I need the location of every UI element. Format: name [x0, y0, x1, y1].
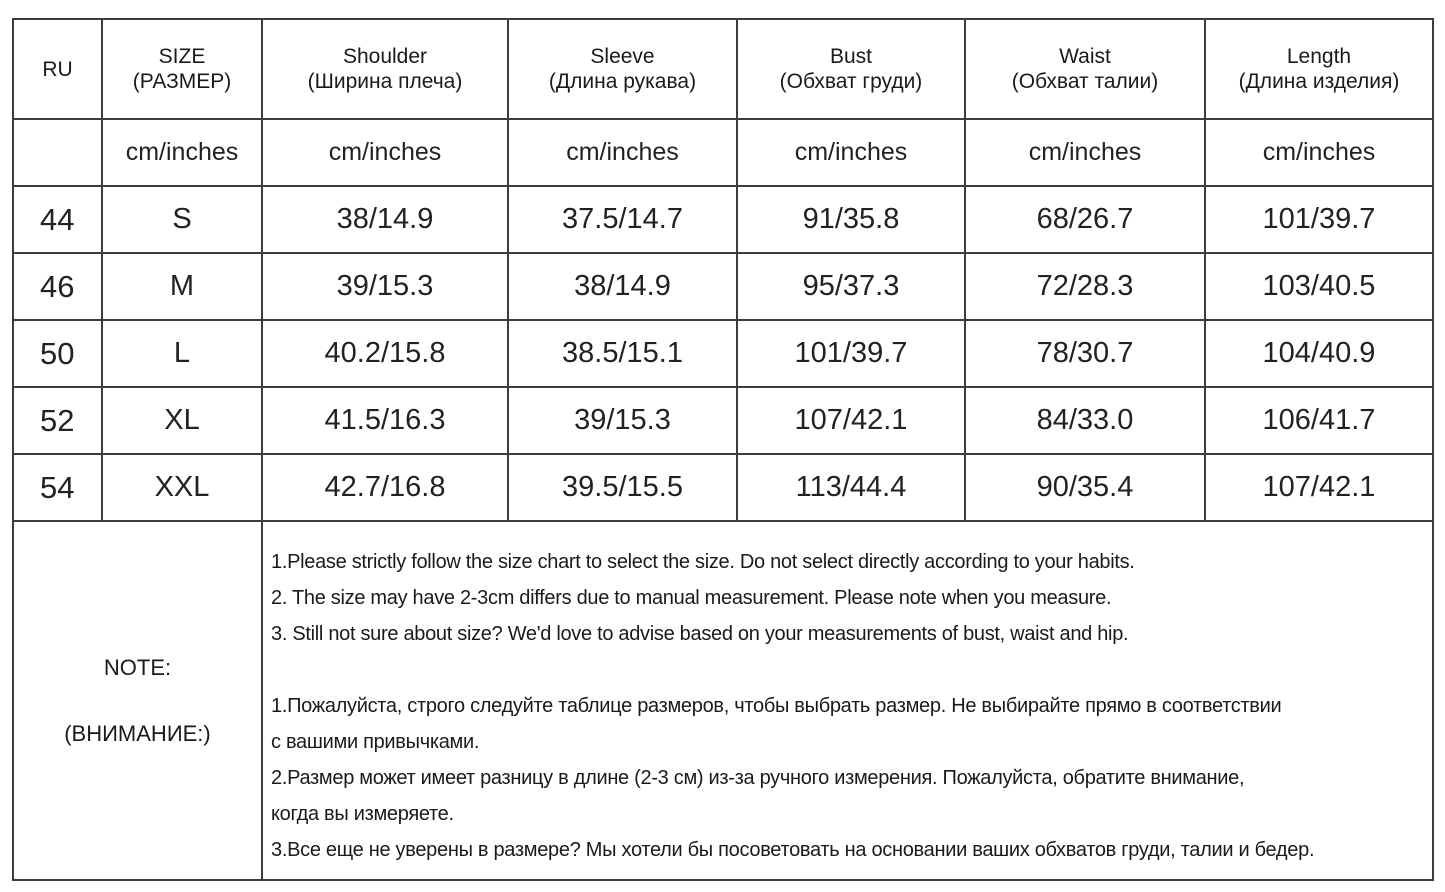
table-row — [13, 186, 1433, 253]
note-ru-line: 1.Пожалуйста, строго следуйте таблице размеров, чтобы выбрать размер. Не выбирайте прямо в соответствии — [271, 695, 1282, 717]
header-bust-label: Bust — [829, 45, 873, 68]
shoulder-cell: 39/15.3 — [262, 253, 508, 320]
note-ru-line: с вашими привычками. — [271, 731, 480, 753]
size-cell: XL — [102, 387, 262, 454]
sleeve-cell: 39/15.3 — [508, 387, 737, 454]
note-label-cell — [13, 521, 262, 880]
header-bust-label-ru: (Обхват груди) — [779, 70, 923, 93]
length-cell: 101/39.7 — [1205, 186, 1433, 253]
sleeve-cell: 38/14.9 — [508, 253, 737, 320]
unit-bust: cm/inches — [737, 119, 965, 186]
header-length-label: Length — [1286, 45, 1352, 68]
header-length-label-ru: (Длина изделия) — [1238, 70, 1400, 93]
unit-row — [13, 119, 1433, 186]
header-size-label: SIZE — [158, 45, 206, 68]
size-cell: S — [102, 186, 262, 253]
bust-cell: 113/44.4 — [737, 454, 965, 521]
note-row — [13, 521, 1433, 880]
table-row — [13, 253, 1433, 320]
waist-cell: 90/35.4 — [965, 454, 1205, 521]
unit-sleeve: cm/inches — [508, 119, 737, 186]
shoulder-cell: 38/14.9 — [262, 186, 508, 253]
sleeve-cell: 37.5/14.7 — [508, 186, 737, 253]
ru-size-cell: 54 — [13, 454, 102, 521]
note-label-en: NOTE: — [103, 654, 172, 680]
header-row — [13, 19, 1433, 119]
length-cell: 104/40.9 — [1205, 320, 1433, 387]
bust-cell: 101/39.7 — [737, 320, 965, 387]
unit-length: cm/inches — [1205, 119, 1433, 186]
ru-size-cell: 52 — [13, 387, 102, 454]
header-sleeve-label-ru: (Длина рукава) — [548, 70, 697, 93]
note-ru-line: когда вы измеряете. — [271, 803, 454, 825]
waist-cell: 78/30.7 — [965, 320, 1205, 387]
header-bust — [737, 19, 965, 119]
header-size-label-ru: (РАЗМЕР) — [132, 70, 232, 93]
size-cell: L — [102, 320, 262, 387]
note-spacer — [271, 652, 1422, 688]
size-cell: XXL — [102, 454, 262, 521]
length-cell: 107/42.1 — [1205, 454, 1433, 521]
length-cell: 103/40.5 — [1205, 253, 1433, 320]
header-size — [102, 19, 262, 119]
ru-size-cell: 44 — [13, 186, 102, 253]
shoulder-cell: 42.7/16.8 — [262, 454, 508, 521]
shoulder-cell: 40.2/15.8 — [262, 320, 508, 387]
waist-cell: 68/26.7 — [965, 186, 1205, 253]
note-ru-line: 2.Размер может имеет разницу в длине (2-3 см) из-за ручного измерения. Пожалуйста, обратите внимание, — [271, 767, 1245, 789]
sleeve-cell: 39.5/15.5 — [508, 454, 737, 521]
length-cell: 106/41.7 — [1205, 387, 1433, 454]
header-ru-label: RU — [42, 57, 73, 81]
table-row — [13, 454, 1433, 521]
unit-waist: cm/inches — [965, 119, 1205, 186]
note-label-ru: (ВНИМАНИЕ:) — [64, 720, 211, 746]
ru-size-cell: 50 — [13, 320, 102, 387]
note-ru-line: 3.Все еще не уверены в размере? Мы хотели бы посоветовать на основании ваших обхватов груди, талии и бедер. — [271, 839, 1315, 861]
table-row — [13, 387, 1433, 454]
unit-size: cm/inches — [102, 119, 262, 186]
ru-size-cell: 46 — [13, 253, 102, 320]
bust-cell: 91/35.8 — [737, 186, 965, 253]
sleeve-cell: 38.5/15.1 — [508, 320, 737, 387]
header-waist — [965, 19, 1205, 119]
bust-cell: 95/37.3 — [737, 253, 965, 320]
header-waist-label: Waist — [1059, 45, 1111, 68]
header-shoulder-label-ru: (Ширина плеча) — [307, 70, 463, 93]
shoulder-cell: 41.5/16.3 — [262, 387, 508, 454]
header-sleeve-label: Sleeve — [590, 45, 655, 68]
header-waist-label-ru: (Обхват талии) — [1011, 70, 1159, 93]
waist-cell: 84/33.0 — [965, 387, 1205, 454]
unit-shoulder: cm/inches — [262, 119, 508, 186]
header-shoulder-label: Shoulder — [342, 45, 428, 68]
header-shoulder — [262, 19, 508, 119]
note-text-cell — [262, 521, 1433, 880]
header-ru — [13, 19, 102, 119]
note-en-line: 2. The size may have 2-3cm differs due to manual measurement. Please note when you measure. — [271, 587, 1112, 609]
waist-cell: 72/28.3 — [965, 253, 1205, 320]
header-sleeve — [508, 19, 737, 119]
size-chart-table — [12, 18, 1434, 881]
header-length — [1205, 19, 1433, 119]
note-en-line: 3. Still not sure about size? We'd love to advise based on your measurements of bust, waist and hip. — [271, 623, 1129, 645]
table-row — [13, 320, 1433, 387]
note-en-line: 1.Please strictly follow the size chart to select the size. Do not select directly according to your habits. — [271, 551, 1135, 573]
size-cell: M — [102, 253, 262, 320]
bust-cell: 107/42.1 — [737, 387, 965, 454]
unit-ru — [13, 119, 102, 186]
